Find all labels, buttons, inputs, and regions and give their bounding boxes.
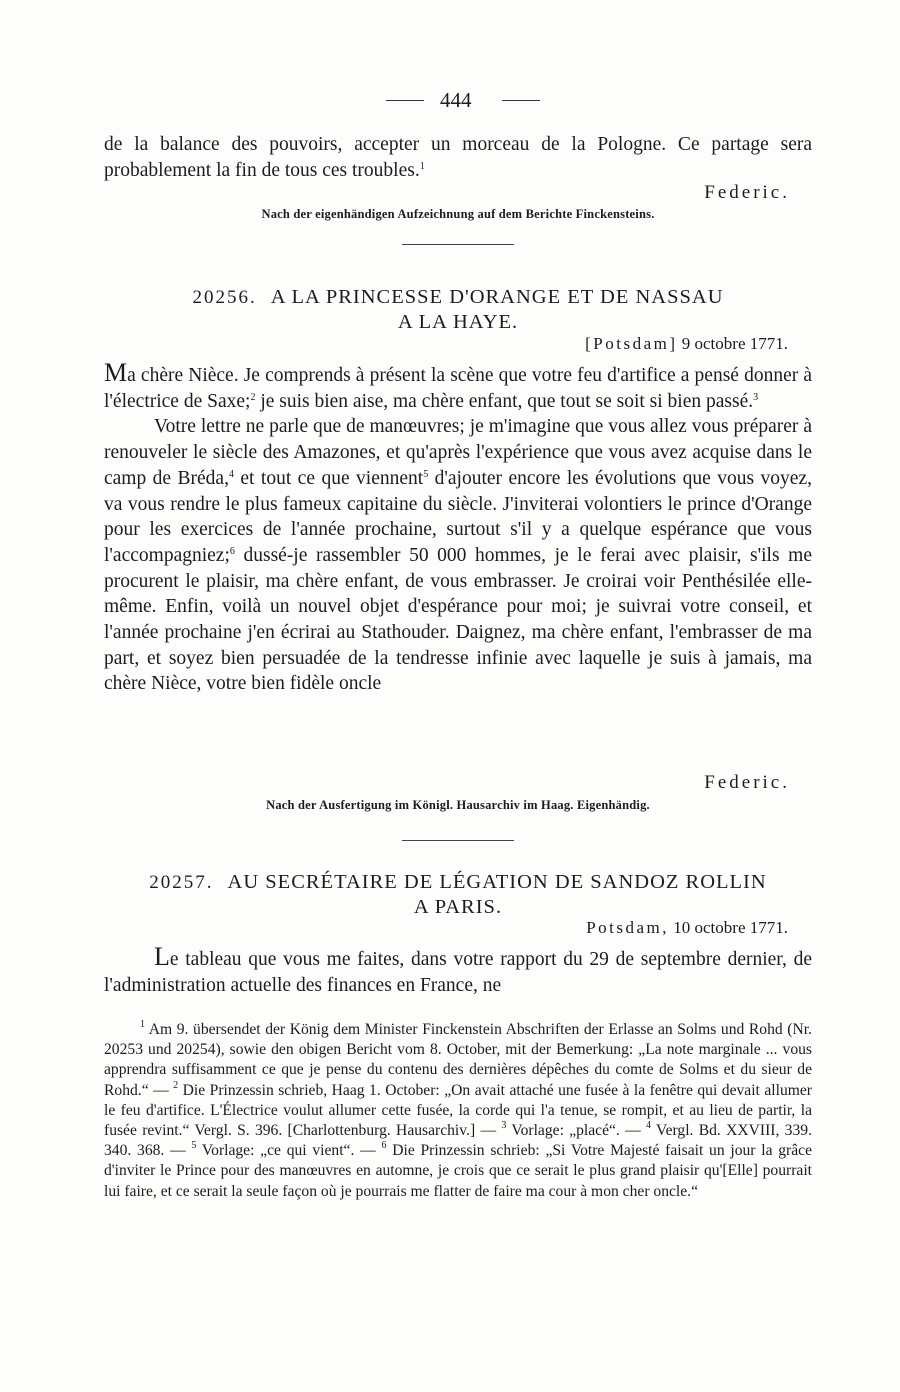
letter-1-p1: a chère Nièce. Je comprends à présent la scène que votre feu d'artifice a pensé donner à l'électrice de Saxe;	[104, 365, 812, 412]
footnote-ref-2: 2	[250, 391, 256, 403]
footnote-6-mark: 6	[381, 1140, 387, 1152]
letter-1-heading	[104, 285, 812, 335]
letter-1-p2d: dussé-je rassembler 50 000 hommes, je le ferai avec plaisir, s'ils me procurent le plaisir, ma chère enfant, de vous embrasser. Je croirai voir Penthésilée elle-même. Enfin, voilà un nouvel objet d'espérance pour moi; je suivrai votre conseil, et l'année prochaine j'en écrirai au Stathouder. Daignez, ma chère enfant, l'embrasser de ma part, et soyez bien persuadée de la tendresse infinie avec laquelle je suis à jamais, ma chère Nièce, votre bien fidèle oncle	[104, 544, 812, 695]
header-rule-right	[502, 100, 540, 101]
letter-1-p2a: Votre lettre ne parle que de manœuvres; je m'imagine que vous allez vous préparer à renouveler le siècle des Amazones, et qu'après l'expérience que vous avez acquise dans le camp de Bréda,	[104, 416, 812, 489]
signature-top: Federic.	[704, 182, 790, 203]
letter-1-number: 20256.	[192, 287, 257, 308]
footnote-1-text: Am 9. übersendet der König dem Minister Finckenstein Abschriften der Erlasse an Solms und Rohd (Nr. 20253 und 20254), sowie den obigen Bericht vom 8. October, mit der Bemerkung: „La note marginale ... vous apprendra suffisamment ce que je pense du contenu des dernières dépêches du comte de Solms et du sieur de Rohd.“ —	[104, 1021, 812, 1099]
footnote-ref-5: 5	[423, 468, 429, 480]
source-note-2: Nach der Ausfertigung im Königl. Hausarchiv im Haag. Eigenhändig.	[266, 798, 650, 812]
footnote-ref-1: 1	[419, 160, 425, 172]
source-note-1: Nach der eigenhändigen Aufzeichnung auf dem Berichte Finckensteins.	[261, 207, 655, 221]
footnote-2-text: Die Prinzessin schrieb, Haag 1. October: „On avait attaché une fusée à la fenêtre qui devait allumer le feu d'artifice. L'Électrice voulut allumer cette fusée, la corde qui l'a tenue, se rompit, et au lieu de partir, la fusée revint.“ Vergl. S. 396. [Charlottenburg. Hausarchiv.] —	[104, 1081, 812, 1140]
section-divider-1	[402, 244, 514, 245]
footnote-4-text: Vergl. Bd. XXVIII, 339. 340. 368. —	[104, 1122, 812, 1160]
letter-2-dateline	[586, 918, 788, 938]
letter-1-title-line1: A LA PRINCESSE D'ORANGE ET DE NASSAU	[270, 286, 724, 308]
letter-2-date: 10 octobre 1771.	[673, 918, 788, 937]
letter-2-title-line1: AU SECRÉTAIRE DE LÉGATION DE SANDOZ ROLLIN	[227, 871, 767, 893]
letter-2-text: e tableau que vous me faites, dans votre rapport du 29 de septembre dernier, de l'administration actuelle des finances en France, ne	[104, 949, 812, 996]
signature-letter-1: Federic.	[704, 772, 790, 793]
footnote-ref-6: 6	[229, 545, 235, 557]
letter-2-body	[104, 944, 812, 998]
footnote-3-mark: 3	[501, 1120, 507, 1132]
footnote-ref-4: 4	[228, 468, 234, 480]
letter-1-body	[104, 360, 812, 697]
letter-1-place: [Potsdam]	[585, 334, 678, 353]
footnote-1-mark: 1	[140, 1019, 145, 1030]
letter-1-p2c: d'ajouter encore les évolutions que vous voyez, va vous rendre le plus fameux capitaine du siècle. J'inviterai volontiers le prince d'Orange pour les exercices de l'année prochaine, surtout s'il y a quelque espérance que vous l'accompagniez;	[104, 467, 812, 566]
footnote-4-mark: 4	[646, 1120, 652, 1132]
section-divider-2	[402, 840, 514, 841]
page-number: 444	[440, 88, 472, 112]
letter-1-dateline	[585, 334, 788, 354]
footnote-6-text: Die Prinzessin schrieb: „Si Votre Majesté faisait un jour la grâce d'inviter le Prince pour des manœuvres en automne, je crois que ce serait le plus grand plaisir qu'[Elle] pourrait lui faire, et ce serait la seule façon où je pourrais me flatter de faire ma cour à mon cher oncle.“	[104, 1142, 812, 1200]
letter-1-initial: M	[104, 358, 128, 387]
letter-2-initial: L	[154, 942, 170, 971]
footnote-5-text: Vorlage: „ce qui vient“. —	[201, 1142, 376, 1160]
letter-1-p2b: et tout ce que viennent	[233, 467, 424, 489]
top-paragraph	[104, 132, 812, 183]
footnotes	[104, 1020, 812, 1202]
footnote-5-mark: 5	[191, 1140, 197, 1152]
page-header	[104, 88, 812, 118]
letter-2-heading	[104, 870, 812, 920]
footnote-2-mark: 2	[173, 1079, 179, 1091]
header-rule-left	[386, 100, 424, 101]
letter-1-date: 9 octobre 1771.	[681, 334, 788, 353]
letter-2-place: Potsdam,	[586, 918, 670, 937]
letter-2-number: 20257.	[149, 872, 214, 893]
letter-1-p1b: je suis bien aise, ma chère enfant, que tout se soit si bien passé.	[255, 390, 754, 412]
letter-1-title-line2: A LA HAYE.	[397, 311, 519, 333]
footnote-3-text: Vorlage: „placé“. —	[511, 1122, 641, 1140]
top-paragraph-text: de la balance des pouvoirs, accepter un morceau de la Pologne. Ce partage sera probablement la fin de tous ces troubles.	[104, 134, 812, 181]
footnote-ref-3: 3	[753, 391, 759, 403]
letter-2-title-line2: A PARIS.	[413, 896, 503, 918]
